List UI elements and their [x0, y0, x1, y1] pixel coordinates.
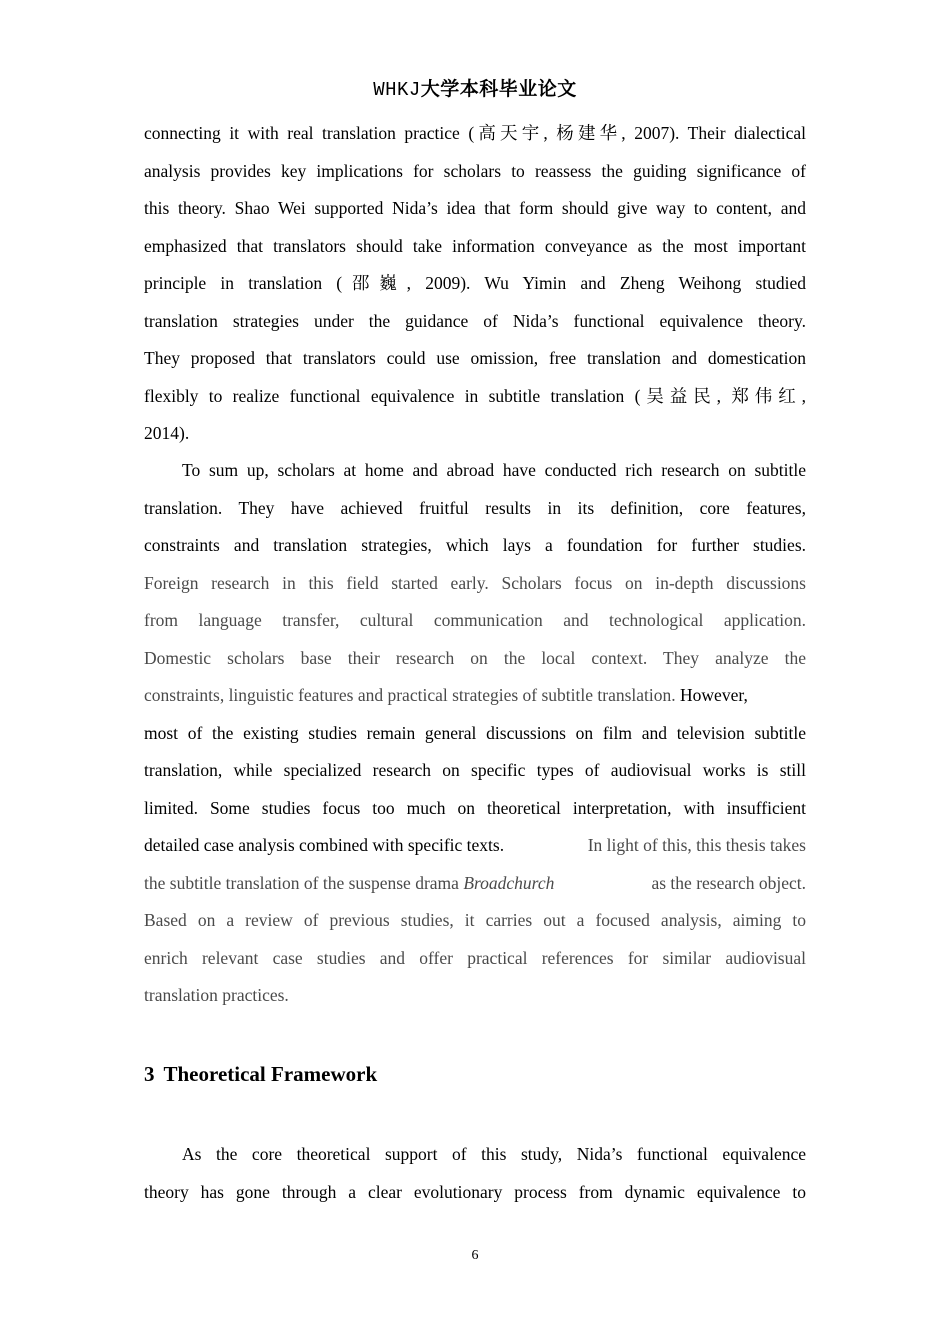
text-line: translation practices.	[144, 985, 289, 1005]
text-line: constraints and translation strategies, which lays a foundation for further studies.	[144, 535, 806, 555]
text-segment: detailed case analysis combined with specific texts.	[144, 835, 505, 855]
text-line: translation, while specialized research on specific types of audiovisual works is still	[144, 760, 806, 780]
text-line: from language transfer, cultural communication and technological application.	[144, 610, 806, 630]
text-line: Foreign research in this field started early. Scholars focus on in-depth discussions	[144, 572, 806, 593]
text-line: this theory. Shao Wei supported Nida’s idea that form should give way to content, and	[144, 198, 806, 218]
text-line: theory has gone through a clear evolutionary process from dynamic equivalence to	[144, 1181, 806, 1202]
running-header	[0, 74, 950, 101]
text-line: emphasized that translators should take information conveyance as the most important	[144, 235, 806, 256]
text-line: To sum up, scholars at home and abroad have conducted rich research on subtitle	[182, 460, 806, 480]
text-line: flexibly to realize functional equivalence in subtitle translation (吴益民, 郑伟红,	[144, 385, 806, 406]
text-segment: In light of this, this thesis takes	[587, 835, 806, 855]
text-line: translation strategies under the guidance of Nida’s functional equivalence theory.	[144, 310, 806, 331]
text-line: principle in translation (邵巍, 2009). Wu Yimin and Zheng Weihong studied	[144, 273, 806, 293]
paragraph-1	[144, 115, 806, 453]
text-segment: However,	[675, 685, 748, 705]
text-segment: as the research object.	[651, 872, 806, 893]
header-institution-code: WHKJ	[373, 79, 421, 101]
text-line	[144, 827, 806, 865]
text-line: enrich relevant case studies and offer practical references for similar audiovisual	[144, 947, 806, 968]
text-line: They proposed that translators could use omission, free translation and domestication	[144, 348, 806, 368]
section-title: Theoretical Framework	[163, 1062, 378, 1086]
text-segment	[144, 865, 554, 903]
text-segment: constraints, linguistic features and practical strategies of subtitle translation.	[144, 685, 676, 705]
text-line: As the core theoretical support of this study, Nida’s functional equivalence	[182, 1144, 806, 1164]
text-line: connecting it with real translation practice (高天宇, 杨建华, 2007). Their dialectical	[144, 123, 806, 143]
text-line: most of the existing studies remain general discussions on film and television subtitle	[144, 722, 806, 743]
paragraph-2	[144, 452, 806, 1015]
header-thesis-type: 大学本科毕业论文	[420, 78, 577, 100]
paragraph-3	[144, 1136, 806, 1211]
drama-title: Broadchurch	[463, 872, 555, 893]
text-line: 2014).	[144, 423, 190, 443]
text-line: translation. They have achieved fruitful results in its definition, core features,	[144, 497, 806, 518]
text-segment: the subtitle translation of the suspense drama	[144, 872, 464, 893]
section-number: 3	[144, 1062, 155, 1086]
text-line: limited. Some studies focus too much on theoretical interpretation, with insufficient	[144, 797, 806, 818]
text-line	[144, 865, 806, 903]
page-number: 6	[471, 1248, 479, 1263]
text-line	[144, 677, 806, 715]
text-line: analysis provides key implications for scholars to reassess the guiding significance of	[144, 160, 806, 181]
text-line: Based on a review of previous studies, it carries out a focused analysis, aiming to	[144, 910, 806, 930]
section-heading	[144, 1058, 377, 1090]
text-line: Domestic scholars base their research on the local context. They analyze the	[144, 647, 806, 668]
